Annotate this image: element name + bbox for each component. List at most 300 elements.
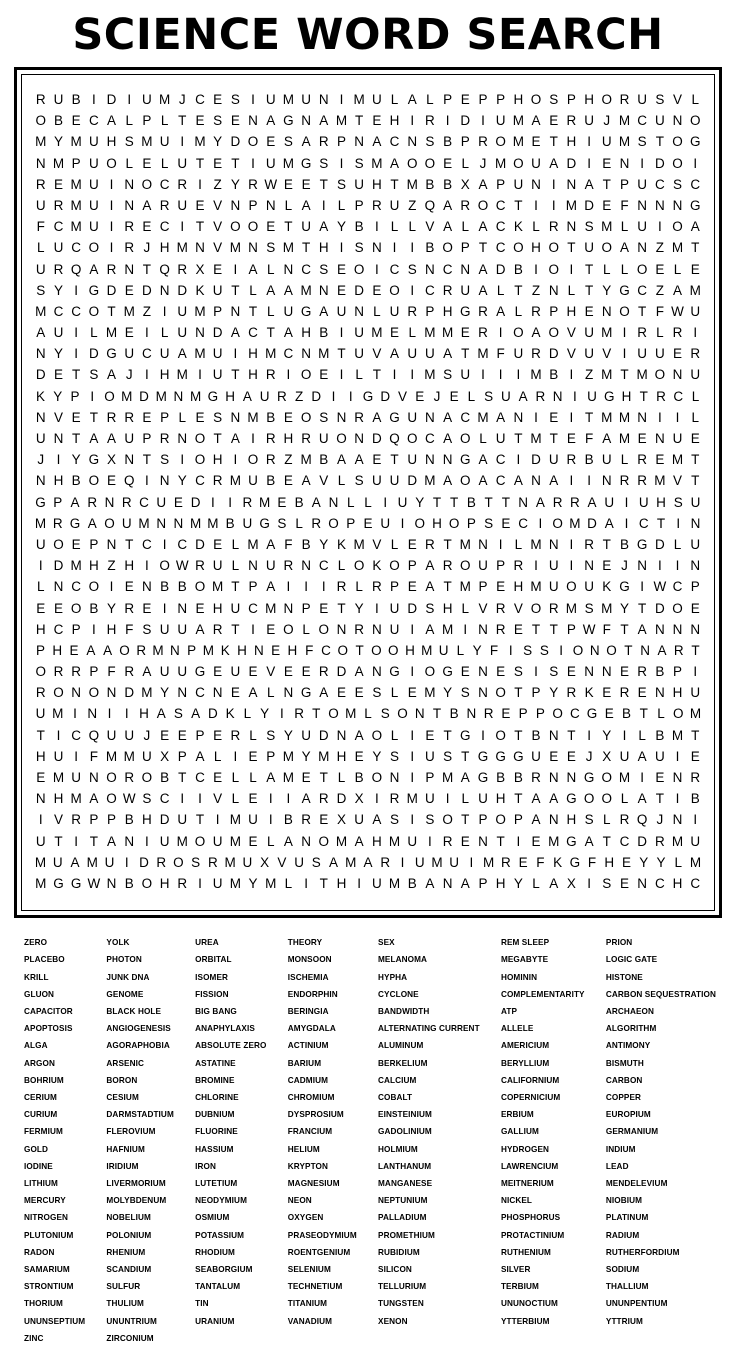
word-list-item[interactable]: SEABORGIUM bbox=[195, 1264, 253, 1274]
letter-cell: U bbox=[142, 748, 152, 764]
word-list-item[interactable]: LITHIUM bbox=[24, 1178, 58, 1188]
word-list-item[interactable]: HYDROGEN bbox=[500, 1144, 550, 1154]
word-list-item[interactable]: RUTHENIUM bbox=[500, 1247, 551, 1257]
letter-cell: R bbox=[380, 854, 391, 870]
letter-cell: M bbox=[601, 219, 613, 235]
letter-cell: U bbox=[294, 854, 304, 870]
word-list-item[interactable]: CALCIUM bbox=[378, 1075, 417, 1085]
letter-cell: M bbox=[35, 875, 47, 891]
letter-cell: S bbox=[425, 812, 435, 828]
word-list-item[interactable]: NEON bbox=[287, 1196, 312, 1206]
word-list-item[interactable]: TUNGSTEN bbox=[378, 1299, 424, 1309]
word-list-item[interactable]: FLEROVIUM bbox=[106, 1127, 156, 1137]
word-list-item[interactable]: PLUTONIUM bbox=[24, 1230, 74, 1240]
word-list-column bbox=[106, 934, 173, 1347]
letter-cell: Q bbox=[424, 197, 436, 213]
word-list-item[interactable]: NOBELIUM bbox=[106, 1213, 151, 1223]
letter-cell: I bbox=[538, 515, 543, 531]
word-list-item[interactable]: ALLELE bbox=[500, 1024, 534, 1034]
word-list-item[interactable]: BANDWIDTH bbox=[378, 1006, 430, 1016]
letter-cell: I bbox=[410, 770, 415, 785]
word-list-item[interactable]: BOHRIUM bbox=[24, 1075, 64, 1085]
word-list-item[interactable]: COMPLEMENTARITY bbox=[500, 989, 585, 999]
letter-cell: T bbox=[178, 770, 187, 785]
letter-cell: A bbox=[443, 431, 453, 446]
word-list-item[interactable]: BISMUTH bbox=[605, 1058, 644, 1068]
letter-cell: B bbox=[513, 770, 523, 785]
word-list-item[interactable]: PLATINUM bbox=[605, 1213, 649, 1223]
word-list-item[interactable]: GALLIUM bbox=[500, 1127, 539, 1137]
word-list-item[interactable]: BIG BANG bbox=[195, 1006, 237, 1016]
word-list-item[interactable]: CARBON SEQUESTRATION bbox=[605, 989, 716, 999]
letter-cell: E bbox=[690, 431, 700, 446]
letter-cell: T bbox=[142, 261, 152, 277]
letter-cell: S bbox=[484, 388, 494, 404]
word-list-item[interactable]: ARGON bbox=[24, 1058, 55, 1068]
letter-cell: A bbox=[142, 197, 152, 213]
word-list-item[interactable]: GENOME bbox=[106, 989, 144, 999]
letter-cell: P bbox=[248, 197, 258, 213]
letter-cell: R bbox=[566, 685, 577, 701]
word-list-item[interactable]: SCANDIUM bbox=[106, 1264, 152, 1274]
letter-cell: U bbox=[212, 346, 223, 362]
letter-cell: U bbox=[35, 261, 46, 277]
letter-cell: A bbox=[230, 325, 240, 341]
word-list-item[interactable]: AMERICIUM bbox=[500, 1041, 550, 1051]
word-list-item[interactable]: RADIUM bbox=[605, 1230, 640, 1240]
letter-cell: M bbox=[424, 367, 436, 383]
word-list-item[interactable]: PRASEODYMIUM bbox=[287, 1230, 357, 1240]
letter-cell: S bbox=[513, 664, 523, 680]
letter-cell: O bbox=[477, 197, 489, 213]
word-list-item[interactable]: UNUNTRIUM bbox=[106, 1316, 157, 1326]
word-list-item[interactable]: IRIDIUM bbox=[106, 1161, 139, 1171]
letter-cell: I bbox=[107, 706, 112, 722]
letter-cell: N bbox=[124, 452, 135, 468]
word-list-item[interactable]: TECHNETIUM bbox=[287, 1282, 343, 1292]
letter-cell: A bbox=[637, 791, 647, 807]
letter-cell: I bbox=[410, 748, 415, 764]
word-list-item[interactable]: FLUORINE bbox=[195, 1127, 238, 1137]
letter-cell: R bbox=[548, 219, 559, 235]
letter-cell: A bbox=[372, 409, 382, 425]
letter-cell: E bbox=[283, 473, 293, 489]
word-list-item[interactable]: MERCURY bbox=[24, 1196, 66, 1206]
word-list-item[interactable]: PROMETHIUM bbox=[378, 1230, 435, 1240]
word-list-item[interactable]: YTTRIUM bbox=[605, 1316, 643, 1326]
letter-cell: A bbox=[443, 197, 453, 213]
letter-cell: N bbox=[619, 155, 630, 171]
letter-cell: I bbox=[410, 812, 415, 828]
word-list-item[interactable]: CALIFORNIUM bbox=[500, 1075, 560, 1085]
word-list-item[interactable]: ARCHAEON bbox=[605, 1006, 654, 1016]
word-list-item[interactable]: UNUNOCTIUM bbox=[500, 1299, 558, 1309]
word-list-item[interactable]: PHOTON bbox=[106, 955, 142, 965]
word-list-item[interactable]: ZERO bbox=[24, 938, 48, 948]
letter-cell: E bbox=[602, 155, 612, 171]
word-list-item[interactable]: FISSION bbox=[195, 989, 229, 999]
word-list-item[interactable]: CHROMIUM bbox=[287, 1092, 335, 1102]
word-list-item[interactable]: LOGIC GATE bbox=[605, 955, 658, 965]
word-list-item[interactable]: THEORY bbox=[287, 938, 323, 948]
word-list-item[interactable]: INDIUM bbox=[605, 1144, 636, 1154]
word-list-item[interactable]: GLUON bbox=[24, 989, 55, 999]
letter-cell: I bbox=[198, 875, 202, 891]
word-list-item[interactable]: BERKELIUM bbox=[378, 1058, 428, 1068]
word-list-item[interactable]: ZIRCONIUM bbox=[106, 1333, 154, 1343]
word-list-item[interactable]: KRILL bbox=[24, 972, 49, 982]
letter-cell: O bbox=[104, 388, 115, 404]
word-list-item[interactable]: UNUNPENTIUM bbox=[605, 1299, 668, 1309]
letter-cell: L bbox=[656, 325, 664, 341]
word-list-item[interactable]: COPERNICIUM bbox=[500, 1092, 561, 1102]
word-list-item[interactable]: XENON bbox=[378, 1316, 408, 1326]
letter-cell: M bbox=[123, 303, 135, 319]
word-list-item[interactable]: ZINC bbox=[24, 1333, 44, 1343]
word-list-item[interactable]: SILVER bbox=[500, 1264, 531, 1274]
word-list-item[interactable]: TITANIUM bbox=[287, 1299, 328, 1309]
word-list-item[interactable]: POLONIUM bbox=[106, 1230, 152, 1240]
letter-cell: M bbox=[300, 282, 312, 298]
word-list-item[interactable]: APOPTOSIS bbox=[24, 1024, 73, 1034]
letter-cell: B bbox=[53, 113, 63, 129]
word-list-item[interactable]: HOMININ bbox=[500, 972, 538, 982]
letter-cell: R bbox=[177, 261, 188, 277]
word-list-item[interactable]: ASTATINE bbox=[195, 1058, 236, 1068]
letter-cell: A bbox=[191, 706, 201, 722]
word-list-item[interactable]: BROMINE bbox=[195, 1075, 235, 1085]
word-list-item[interactable]: LUTETIUM bbox=[195, 1178, 238, 1188]
word-list-item[interactable]: ANGIOGENESIS bbox=[106, 1024, 171, 1034]
word-list-item[interactable]: THULIUM bbox=[106, 1299, 144, 1309]
word-list-item[interactable]: OSMIUM bbox=[195, 1213, 230, 1223]
letter-cell: J bbox=[37, 452, 45, 468]
letter-cell: A bbox=[363, 854, 373, 870]
letter-cell: U bbox=[638, 494, 649, 510]
letter-cell: P bbox=[53, 494, 63, 510]
word-list-item[interactable]: AGORAPHOBIA bbox=[106, 1041, 170, 1051]
word-list-item[interactable]: IRON bbox=[195, 1161, 217, 1171]
letter-cell: E bbox=[71, 409, 81, 425]
word-list-item[interactable]: PALLADIUM bbox=[378, 1213, 427, 1223]
word-list-item[interactable]: ANAPHYLAXIS bbox=[195, 1024, 255, 1034]
letter-cell: N bbox=[548, 727, 559, 743]
word-list-item[interactable]: HELIUM bbox=[287, 1144, 320, 1154]
word-list-item[interactable]: VANADIUM bbox=[287, 1316, 333, 1326]
word-list-item[interactable]: LEAD bbox=[605, 1161, 629, 1171]
word-list-item[interactable]: MOLYBDENUM bbox=[106, 1196, 167, 1206]
word-list-item[interactable]: ROENTGENIUM bbox=[287, 1247, 351, 1257]
letter-cell: T bbox=[478, 240, 488, 256]
letter-cell: K bbox=[602, 579, 612, 595]
letter-cell: I bbox=[109, 197, 114, 213]
word-list-item[interactable]: STRONTIUM bbox=[24, 1282, 74, 1292]
letter-cell: R bbox=[71, 664, 82, 680]
word-list-item[interactable]: THALLIUM bbox=[605, 1282, 649, 1292]
letter-cell: M bbox=[406, 176, 418, 192]
word-list-item[interactable]: DARMSTADTIUM bbox=[106, 1110, 174, 1120]
letter-cell: N bbox=[301, 113, 311, 129]
word-list-item[interactable]: MENDELEVIUM bbox=[605, 1178, 668, 1188]
word-list-item[interactable]: HISTONE bbox=[605, 972, 643, 982]
word-list-item[interactable]: SEX bbox=[378, 938, 395, 948]
letter-cell: U bbox=[548, 452, 559, 468]
word-list-item[interactable]: IODINE bbox=[24, 1161, 53, 1171]
letter-cell: N bbox=[230, 409, 241, 425]
letter-cell: A bbox=[242, 388, 252, 404]
letter-cell: C bbox=[195, 92, 205, 107]
word-list-item[interactable]: PRION bbox=[605, 938, 633, 948]
word-list-item[interactable]: DYSPROSIUM bbox=[287, 1110, 344, 1120]
word-list-item[interactable]: THORIUM bbox=[24, 1299, 63, 1309]
word-list-item[interactable]: MANGANESE bbox=[378, 1178, 433, 1188]
letter-cell: U bbox=[478, 791, 488, 807]
letter-cell: M bbox=[671, 727, 684, 743]
letter-cell: A bbox=[496, 303, 506, 319]
letter-cell: I bbox=[569, 473, 574, 489]
letter-cell: S bbox=[213, 409, 223, 425]
word-list-item[interactable]: NITROGEN bbox=[24, 1213, 69, 1223]
word-list-item[interactable]: BORON bbox=[106, 1075, 138, 1085]
letter-cell: E bbox=[71, 536, 81, 552]
word-list-item[interactable]: ABSOLUTE ZERO bbox=[195, 1041, 267, 1051]
letter-cell: R bbox=[656, 388, 666, 404]
letter-cell: A bbox=[549, 875, 559, 891]
word-list-item[interactable]: SELENIUM bbox=[287, 1264, 331, 1274]
word-list-item[interactable]: TIN bbox=[195, 1299, 209, 1309]
word-list-item[interactable]: SULFUR bbox=[106, 1282, 141, 1292]
letter-cell: C bbox=[71, 303, 82, 319]
word-list-item[interactable]: BERYLLIUM bbox=[500, 1058, 550, 1068]
letter-cell: N bbox=[301, 833, 311, 849]
letter-cell: R bbox=[371, 197, 382, 213]
word-list-item[interactable]: GOLD bbox=[24, 1144, 49, 1154]
letter-cell: O bbox=[601, 770, 613, 785]
letter-cell: G bbox=[106, 346, 117, 362]
word-list-item[interactable]: ARSENIC bbox=[106, 1058, 144, 1068]
word-list-item[interactable]: ORBITAL bbox=[195, 955, 232, 965]
letter-cell: L bbox=[178, 409, 187, 425]
letter-cell: A bbox=[587, 494, 597, 510]
word-list-item[interactable]: OXYGEN bbox=[287, 1213, 324, 1223]
letter-cell: D bbox=[142, 282, 152, 298]
word-list-item[interactable]: HOLMIUM bbox=[378, 1144, 418, 1154]
word-list-item[interactable]: MAGNESIUM bbox=[287, 1178, 340, 1188]
word-list-item[interactable]: RHENIUM bbox=[106, 1247, 146, 1257]
letter-cell: R bbox=[136, 642, 147, 658]
word-list-item[interactable]: CURIUM bbox=[24, 1110, 58, 1120]
letter-cell: M bbox=[406, 791, 418, 807]
letter-cell: A bbox=[549, 155, 559, 171]
word-list-item[interactable]: SAMARIUM bbox=[24, 1264, 70, 1274]
word-list-item[interactable]: NEODYMIUM bbox=[195, 1196, 247, 1206]
letter-cell: T bbox=[461, 812, 470, 828]
word-list-item[interactable]: NICKEL bbox=[500, 1196, 533, 1206]
letter-cell: A bbox=[142, 664, 152, 680]
word-list-item[interactable]: ATP bbox=[500, 1006, 518, 1016]
word-list-item[interactable]: HYPHA bbox=[378, 972, 408, 982]
letter-cell: N bbox=[53, 579, 64, 595]
word-list-item[interactable]: POTASSIUM bbox=[195, 1230, 245, 1240]
letter-cell: I bbox=[498, 367, 503, 383]
letter-cell: Q bbox=[70, 261, 82, 277]
word-list-item[interactable]: COPPER bbox=[605, 1092, 642, 1102]
word-list-item[interactable]: BERINGIA bbox=[287, 1006, 329, 1016]
word-list-item[interactable]: EUROPIUM bbox=[605, 1110, 651, 1120]
word-list-item[interactable]: AMYGDALA bbox=[287, 1024, 336, 1034]
letter-cell: N bbox=[589, 642, 600, 658]
letter-cell: L bbox=[603, 812, 611, 828]
letter-cell: M bbox=[689, 282, 701, 298]
word-list-item[interactable]: YOLK bbox=[106, 938, 130, 948]
word-list-item[interactable]: TERBIUM bbox=[500, 1282, 539, 1292]
letter-cell: O bbox=[106, 770, 117, 785]
word-list-item[interactable]: JUNK DNA bbox=[106, 972, 150, 982]
word-list-item[interactable]: CERIUM bbox=[24, 1092, 57, 1102]
word-list-item[interactable]: YTTERBIUM bbox=[500, 1316, 550, 1326]
letter-cell: N bbox=[87, 706, 98, 722]
letter-cell: M bbox=[618, 431, 631, 446]
word-list-item[interactable]: ACTINIUM bbox=[287, 1041, 329, 1051]
letter-cell: A bbox=[478, 176, 488, 192]
letter-cell: U bbox=[53, 325, 64, 341]
word-list-item[interactable]: FERMIUM bbox=[24, 1127, 63, 1137]
letter-cell: N bbox=[425, 261, 435, 277]
word-list-item[interactable]: PROTACTINIUM bbox=[500, 1230, 565, 1240]
word-list-item[interactable]: CADMIUM bbox=[287, 1075, 329, 1085]
letter-cell: I bbox=[410, 113, 415, 129]
word-list-item[interactable]: CAPACITOR bbox=[24, 1006, 73, 1016]
letter-cell: L bbox=[390, 536, 399, 552]
letter-cell: G bbox=[88, 282, 100, 298]
word-list-item[interactable]: MEGABYTE bbox=[500, 955, 549, 965]
word-list-item[interactable]: ALUMINUM bbox=[378, 1041, 424, 1051]
word-list-item[interactable]: ISOMER bbox=[195, 972, 229, 982]
letter-cell: R bbox=[442, 833, 453, 849]
letter-cell: L bbox=[266, 261, 275, 277]
word-list-item[interactable]: LAWRENCIUM bbox=[500, 1161, 559, 1171]
letter-cell: L bbox=[355, 579, 363, 595]
word-list-item[interactable]: BLACK HOLE bbox=[106, 1006, 162, 1016]
word-list-item[interactable]: ERBIUM bbox=[500, 1110, 534, 1120]
word-list-item[interactable]: REM SLEEP bbox=[500, 938, 550, 948]
letter-cell: A bbox=[584, 833, 594, 849]
letter-cell: L bbox=[691, 92, 699, 107]
letter-cell: U bbox=[584, 346, 594, 362]
letter-cell: R bbox=[265, 431, 276, 446]
word-list-item[interactable]: UNUNSEPTIUM bbox=[24, 1316, 86, 1326]
letter-cell: G bbox=[88, 452, 100, 468]
letter-cell: U bbox=[587, 388, 597, 404]
letter-cell: M bbox=[70, 791, 82, 807]
letter-cell: U bbox=[230, 600, 241, 616]
word-list-item[interactable]: BARIUM bbox=[287, 1058, 322, 1068]
letter-cell: I bbox=[516, 833, 521, 849]
word-list-item[interactable]: ALTERNATING CURRENT bbox=[378, 1024, 480, 1034]
letter-cell: C bbox=[637, 282, 648, 298]
word-list-item[interactable]: MELANOMA bbox=[378, 955, 428, 965]
letter-cell: C bbox=[88, 113, 99, 129]
letter-cell: H bbox=[584, 92, 594, 107]
word-list-item[interactable]: TELLURIUM bbox=[378, 1282, 427, 1292]
letter-cell: S bbox=[484, 515, 494, 531]
letter-cell: N bbox=[354, 431, 365, 446]
word-list-item[interactable]: PHOSPHORUS bbox=[500, 1213, 561, 1223]
letter-cell: O bbox=[654, 367, 666, 383]
word-list-item[interactable]: LANTHANUM bbox=[378, 1161, 432, 1171]
letter-cell: T bbox=[355, 113, 364, 129]
letter-cell: C bbox=[495, 219, 506, 235]
word-list-item[interactable]: SILICON bbox=[378, 1264, 412, 1274]
word-list-item[interactable]: GERMANIUM bbox=[605, 1127, 659, 1137]
letter-cell: O bbox=[230, 219, 241, 235]
word-list-item[interactable]: RUTHERFORDIUM bbox=[605, 1247, 680, 1257]
word-list-item[interactable]: HAFNIUM bbox=[106, 1144, 145, 1154]
letter-cell: N bbox=[637, 875, 648, 891]
word-list-item[interactable]: CHLORINE bbox=[195, 1092, 239, 1102]
letter-cell: K bbox=[225, 706, 235, 722]
letter-cell: S bbox=[124, 134, 134, 150]
word-list-item[interactable]: NIOBIUM bbox=[605, 1196, 643, 1206]
letter-cell: P bbox=[89, 536, 99, 552]
letter-cell: P bbox=[71, 155, 81, 171]
word-list-item[interactable]: ENDORPHIN bbox=[287, 989, 338, 999]
letter-cell: E bbox=[195, 113, 205, 129]
letter-cell: U bbox=[124, 346, 135, 362]
letter-cell: O bbox=[318, 621, 330, 637]
word-list-item[interactable]: SODIUM bbox=[605, 1264, 640, 1274]
word-list-item[interactable]: TANTALUM bbox=[195, 1282, 241, 1292]
word-list-item[interactable]: FRANCIUM bbox=[287, 1127, 333, 1137]
letter-cell: I bbox=[91, 621, 96, 637]
word-list-item[interactable]: ALGORITHM bbox=[605, 1024, 657, 1034]
word-list-item[interactable]: RADON bbox=[24, 1247, 55, 1257]
word-list-item[interactable]: CESIUM bbox=[106, 1092, 139, 1102]
letter-cell: U bbox=[212, 282, 223, 298]
word-list-item[interactable]: UREA bbox=[195, 938, 219, 948]
word-list-item[interactable]: COBALT bbox=[378, 1092, 413, 1102]
word-list-item[interactable]: ALGA bbox=[24, 1041, 48, 1051]
word-list-item[interactable]: EINSTEINIUM bbox=[378, 1110, 432, 1120]
word-list-item[interactable]: RUBIDIUM bbox=[378, 1247, 420, 1257]
word-list-item[interactable]: RHODIUM bbox=[195, 1247, 235, 1257]
letter-cell: O bbox=[371, 770, 383, 785]
word-list-item[interactable]: CARBON bbox=[605, 1075, 643, 1085]
word-list-item[interactable]: NEPTUNIUM bbox=[378, 1196, 428, 1206]
letter-cell: E bbox=[248, 791, 258, 807]
word-list-item[interactable]: GADOLINIUM bbox=[378, 1127, 432, 1137]
word-list-item[interactable]: MONSOON bbox=[287, 955, 332, 965]
letter-cell: I bbox=[657, 409, 662, 425]
letter-cell: T bbox=[301, 240, 311, 256]
letter-cell: L bbox=[620, 261, 629, 277]
word-list-item[interactable]: URANIUM bbox=[195, 1316, 235, 1326]
word-list-item[interactable]: KRYPTON bbox=[287, 1161, 329, 1171]
word-list-item[interactable]: MEITNERIUM bbox=[500, 1178, 554, 1188]
letter-cell: U bbox=[318, 431, 329, 446]
letter-cell: I bbox=[339, 325, 344, 341]
word-list-item[interactable]: ISCHEMIA bbox=[287, 972, 329, 982]
word-list-item[interactable]: ANTIMONY bbox=[605, 1041, 651, 1051]
word-list-item[interactable]: CYCLONE bbox=[378, 989, 419, 999]
word-list-item[interactable]: DUBNIUM bbox=[195, 1110, 235, 1120]
letter-cell: T bbox=[319, 875, 328, 891]
word-list-item[interactable]: PLACEBO bbox=[24, 955, 65, 965]
word-list-item[interactable]: LIVERMORIUM bbox=[106, 1178, 166, 1188]
letter-cell: H bbox=[604, 854, 615, 870]
word-list-item[interactable]: HASSIUM bbox=[195, 1144, 234, 1154]
letter-cell: O bbox=[88, 685, 100, 701]
